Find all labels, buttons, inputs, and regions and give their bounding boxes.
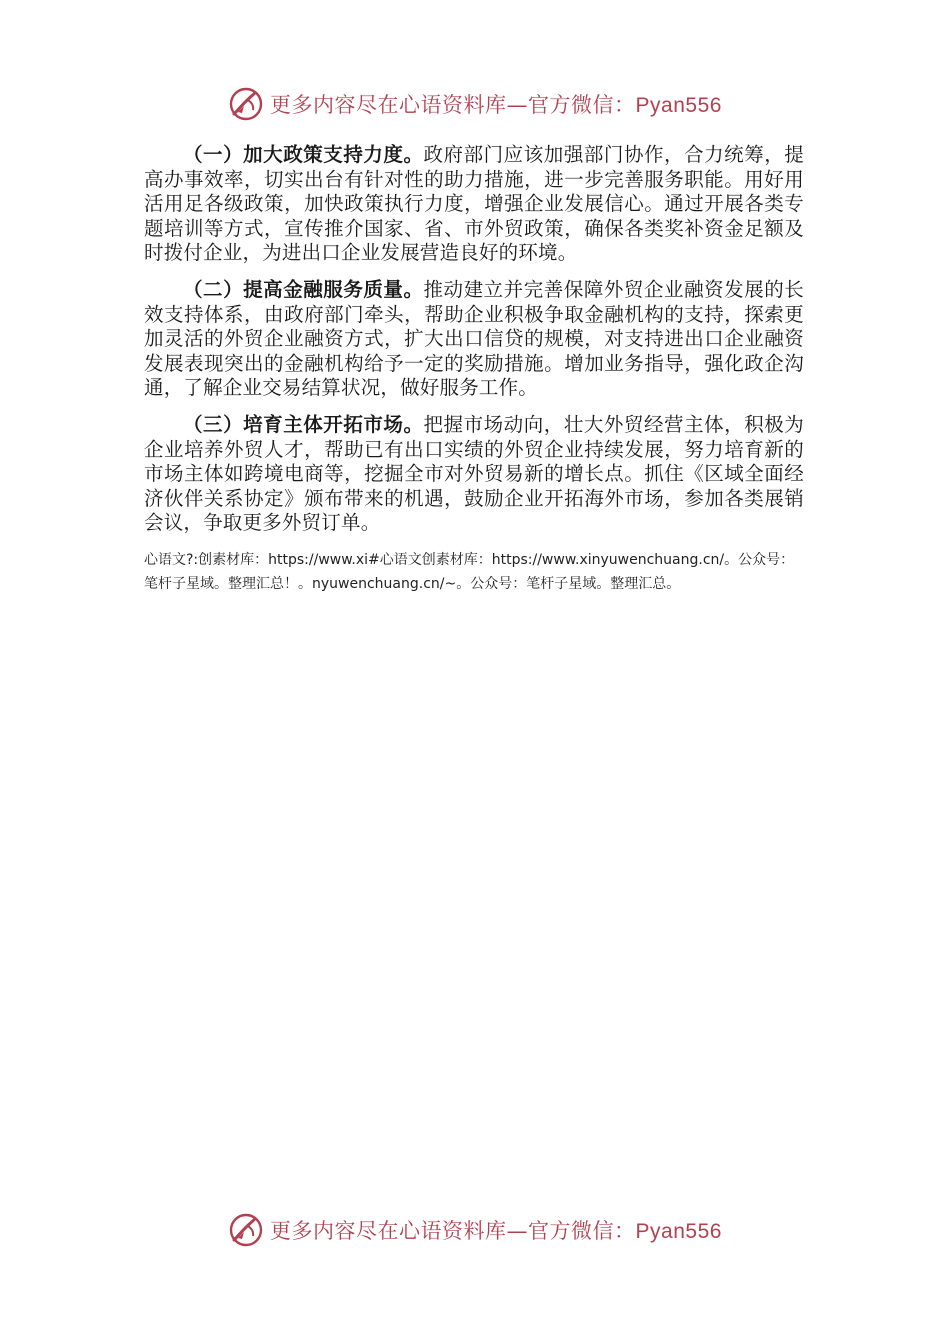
paragraph-heading: （二）提高金融服务质量。 (183, 277, 424, 301)
paragraph-text: 政府部门应该加强部门协作，合力统筹，提高办事效率，切实出台有针对性的助力措施，进一步完善服务职能。用好用活用足各级政策，加快政策执行力度，增强企业发展信心。通过开展各类专题培训等方式，宣传推介国家、省、市外贸政策，确保各类奖补资金足额及时拨付企业，为进出口企业发展营造良好的环境。 (144, 143, 804, 265)
paragraph-financial-services (144, 278, 804, 401)
paragraph-text: 推动建立并完善保障外贸企业融资发展的长效支持体系，由政府部门牵头，帮助企业积极争取金融机构的支持，探索更加灵活的外贸企业融资方式，扩大出口信贷的规模，对支持进出口企业融资发展表现突出的金融机构给予一定的奖励措施。增加业务指导，强化政企沟通，了解企业交易结算状况，做好服务工作。 (144, 277, 804, 400)
source-footnote: 心语文?:创素材库：https://www.xi#心语文创素材库：https://www.xinyuwenchuang.cn/。公众号：笔杆子星域。整理汇总！。nyuwenchuang.cn/~。公众号：笔杆子星域。整理汇总。 (144, 551, 795, 592)
paragraph-heading: （三）培育主体开拓市场。 (183, 412, 424, 436)
paragraph-market-expansion (144, 413, 804, 536)
wechat-id: Pyan556 (635, 1220, 722, 1243)
paragraph-heading: （一）加大政策支持力度。 (183, 143, 424, 166)
document-body (144, 143, 804, 596)
watermark-text: 更多内容尽在心语资料库—官方微信：Pyan556 (270, 1219, 722, 1243)
wechat-id: Pyan556 (635, 94, 722, 117)
paragraph-text: 把握市场动向，壮大外贸经营主体，积极为企业培养外贸人才，帮助已有出口实绩的外贸企业持续发展，努力培育新的市场主体如跨境电商等，挖掘全市对外贸易新的增长点。抓住《区域全面经济伙伴关系协定》颁布带来的机遇，鼓励企业开拓海外市场，参加各类展销会议，争取更多外贸订单。 (144, 412, 804, 535)
pen-logo-icon (228, 1212, 264, 1248)
header-watermark (0, 82, 950, 126)
paragraph-policy-support (144, 143, 804, 266)
footer-watermark (0, 1208, 950, 1252)
pen-logo-icon (228, 86, 264, 122)
watermark-text: 更多内容尽在心语资料库—官方微信：Pyan556 (270, 93, 722, 117)
